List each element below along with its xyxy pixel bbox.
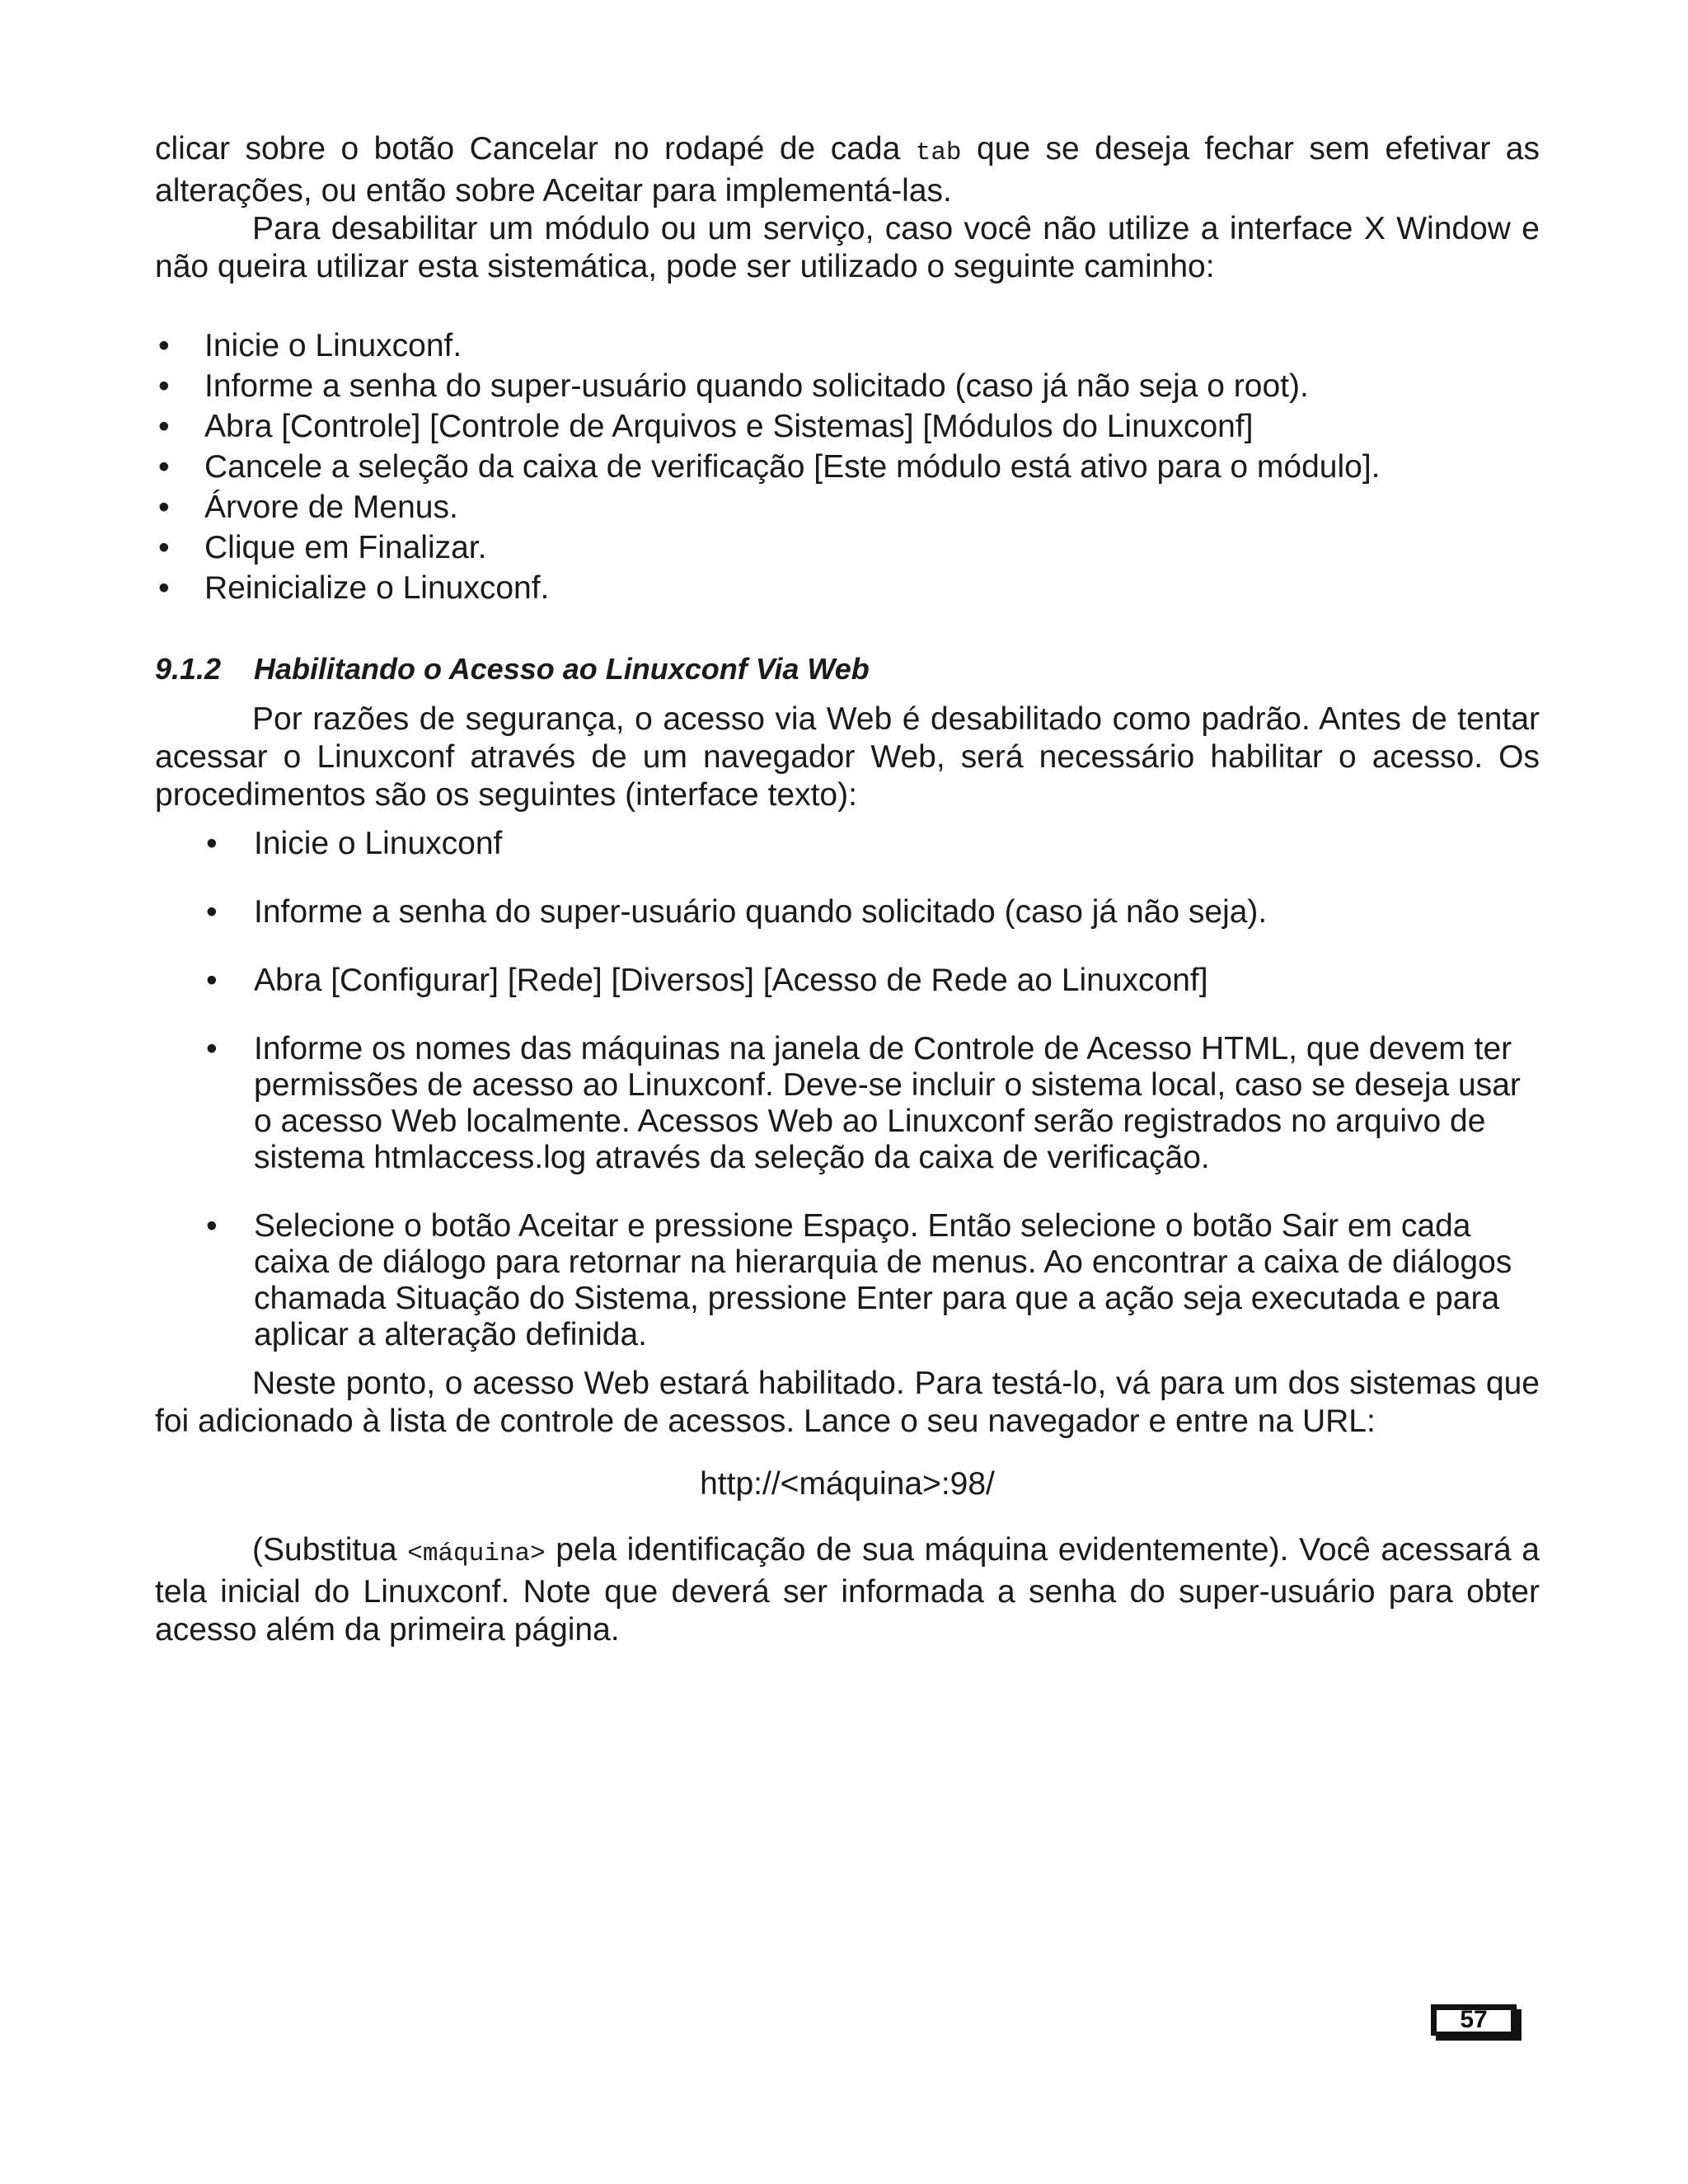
text: (Substitua bbox=[252, 1532, 408, 1568]
bullet-icon: • bbox=[158, 570, 170, 606]
paragraph-substitute bbox=[155, 1531, 1540, 1649]
bullet-icon: • bbox=[158, 368, 170, 404]
paragraph-web-access-intro: Por razões de segurança, o acesso via Web é desabilitado como padrão. Antes de tentar acessar o Linuxconf através de um navegador Web, será necessário habilitar o acesso. Os procedimentos são os seguintes (interface texto): bbox=[155, 701, 1540, 813]
inline-code-tab: tab bbox=[915, 138, 962, 167]
list-item: • Abra [Configurar] [Rede] [Diversos] [Acesso de Rede ao Linuxconf] bbox=[206, 963, 1208, 998]
list-item: • Selecione o botão Aceitar e pressione Espaço. Então selecione o botão Sair em cada caixa de diálogo para retornar na hierarquia de menus. Ao encontrar a caixa de diálogos chamada Situação do Sistema, pressione Enter para que a ação seja executada e para aplicar a alteração definida. bbox=[206, 1208, 1512, 1352]
bullet-icon: • bbox=[206, 963, 218, 998]
section-number: 9.1.2 bbox=[155, 652, 222, 686]
paragraph-disable-module: Para desabilitar um módulo ou um serviço, caso você não utilize a interface X Window e não queira utilizar esta sistemática, pode ser utilizado o seguinte caminho: bbox=[155, 211, 1540, 284]
list-item: • Inicie o Linuxconf bbox=[206, 826, 503, 861]
section-heading bbox=[155, 651, 1540, 687]
bullet-icon: • bbox=[158, 490, 170, 525]
bullet-icon: • bbox=[206, 1031, 218, 1066]
list-item: • Inicie o Linuxconf. bbox=[155, 326, 1540, 366]
list-item: • Informe a senha do super-usuário quando solicitado (caso já não seja o root). bbox=[155, 366, 1540, 406]
inline-code-maquina: <máquina> bbox=[407, 1540, 546, 1568]
text: pela identificação de sua máquina evidentemente). Você acessará a tela inicial do Linuxconf. Note que deverá ser informada a senha do super-usuário para obter acesso além da primeira página. bbox=[155, 1532, 1540, 1647]
text: clicar sobre o botão Cancelar no rodapé de cada bbox=[155, 131, 916, 166]
list-item: • Reinicialize o Linuxconf. bbox=[155, 568, 1540, 608]
document-page bbox=[155, 130, 1540, 1649]
section-title: Habilitando o Acesso ao Linuxconf Via Web bbox=[254, 652, 870, 686]
bullet-icon: • bbox=[158, 328, 170, 363]
paragraph-web-enabled: Neste ponto, o acesso Web estará habilitado. Para testá-lo, vá para um dos sistemas que foi adicionado à lista de controle de acessos. Lance o seu navegador e entre na URL: bbox=[155, 1366, 1540, 1439]
bullet-list-disable-steps bbox=[155, 326, 1540, 608]
list-item: • Abra [Controle] [Controle de Arquivos e Sistemas] [Módulos do Linuxconf] bbox=[155, 406, 1540, 447]
url-text: http://<máquina>:98/ bbox=[700, 1466, 995, 1502]
list-item: • Árvore de Menus. bbox=[155, 487, 1540, 527]
bullet-icon: • bbox=[206, 826, 218, 861]
list-item: • Clique em Finalizar. bbox=[155, 527, 1540, 568]
bullet-list-web-steps bbox=[155, 826, 1540, 1353]
bullet-icon: • bbox=[206, 894, 218, 930]
paragraph-cancel-tab bbox=[155, 130, 1540, 210]
bullet-icon: • bbox=[158, 530, 170, 565]
bullet-icon: • bbox=[158, 449, 170, 485]
list-item: • Informe os nomes das máquinas na janela de Controle de Acesso HTML, que devem ter permissões de acesso ao Linuxconf. Deve-se incluir o sistema local, caso se deseja usar o acesso Web localmente. Acessos Web ao Linuxconf serão registrados no arquivo de sistema htmlaccess.log através da seleção da caixa de verificação. bbox=[206, 1031, 1521, 1175]
list-item: • Informe a senha do super-usuário quando solicitado (caso já não seja). bbox=[206, 894, 1268, 930]
bullet-icon: • bbox=[158, 409, 170, 444]
page-number-box: 57 bbox=[1431, 2004, 1517, 2036]
list-item: • Cancele a seleção da caixa de verificação [Este módulo está ativo para o módulo]. bbox=[155, 447, 1540, 487]
text: que se deseja fechar sem efetivar as alterações, ou então sobre Aceitar para implementá-las. bbox=[155, 131, 1540, 209]
bullet-icon: • bbox=[206, 1208, 218, 1244]
